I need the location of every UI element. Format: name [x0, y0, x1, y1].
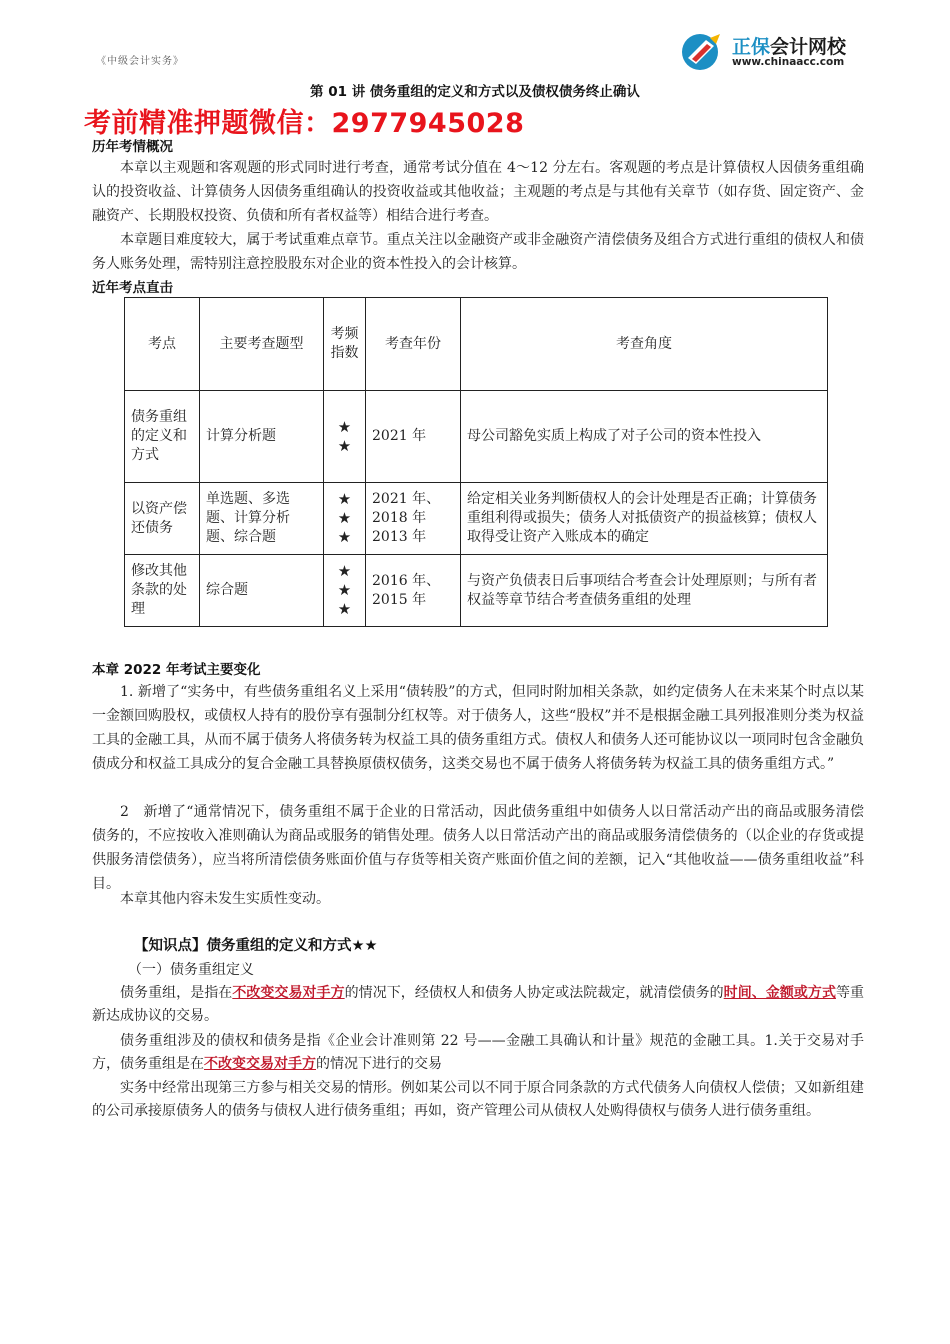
- brand-name-zb: 正保: [732, 36, 771, 58]
- cell-point: 债务重组的定义和方式: [125, 391, 200, 483]
- year-line: 2021 年: [372, 428, 427, 444]
- changes-paragraph-1: 1. 新增了“实务中，有些债务重组名义上采用“债转股”的方式，但同时附加相关条款，如约定债务人在未来某个时点以某一金额回购股权，或债权人持有的股份享有强制分红权等。对于债务人，这些“股权”并不是根据金融工具列报准则分类为权益工具的金融工具，从而不属于债务人将债务转为权益工具的债务重组方式。债权人和债务人还可能协议以一项同时包含金融负债成分和权益工具成分的复合金融工具替换原债权债务，这类交易也不属于债务人将债务转为权益工具的债务重组方式。”: [92, 684, 864, 772]
- brand-name-rest: 会计网校: [770, 36, 847, 58]
- cell-angle: 给定相关业务判断债权人的会计处理是否正确；计算债务重组利得或损失；债务人对抵债资产的损益核算；债权人取得受让资产入账成本的确定: [461, 483, 828, 555]
- header-cell-frequency: 考频指数: [324, 298, 366, 391]
- brand-url: www.chinaacc.com: [732, 56, 845, 68]
- header-cell-year: 考查年份: [366, 298, 461, 391]
- cell-type: 单选题、多选题、计算分析题、综合题: [200, 483, 324, 555]
- cell-year: [366, 391, 461, 483]
- cell-angle: 与资产负债表日后事项结合考查会计处理原则；与所有者权益等章节结合考查债务重组的处理: [461, 555, 828, 627]
- cell-stars: [324, 483, 366, 555]
- star-icon: ★: [337, 528, 352, 546]
- table-header-row: [125, 298, 828, 391]
- exam-points-table: [124, 297, 828, 627]
- instrument-text-b: 的情况下进行的交易: [316, 1056, 442, 1072]
- highlight-no-change-counterparty: 不改变交易对手方: [232, 985, 345, 1001]
- knowledge-subheading: （一）债务重组定义: [128, 962, 254, 978]
- cell-angle: 母公司豁免实质上构成了对子公司的资本性投入: [461, 391, 828, 483]
- cell-type: 计算分析题: [200, 391, 324, 483]
- overview-paragraph-2: 本章题目难度较大，属于考试重难点章节。重点关注以金融资产或非金融资产清偿债务及组合方式进行重组的债权人和债务人账务处理，需特别注意控股股东对企业的资本性投入的会计核算。: [92, 232, 864, 272]
- cell-type: 综合题: [200, 555, 324, 627]
- changes-paragraph-3: 本章其他内容未发生实质性变动。: [120, 891, 330, 907]
- table-row: [125, 391, 828, 483]
- header-cell-point: 考点: [125, 298, 200, 391]
- third-party-paragraph: 实务中经常出现第三方参与相关交易的情形。例如某公司以不同于原合同条款的方式代债务人向债权人偿债；又如新组建的公司承接原债务人的债务与债权人进行债务重组；再如，资产管理公司从债权人处购得债权与债务人进行债务重组。: [92, 1080, 864, 1119]
- definition-text-c: 等重新达成协议的交易。: [92, 985, 865, 1024]
- changes-heading: 本章 2022 年考试主要变化: [92, 662, 261, 678]
- cell-year: [366, 483, 461, 555]
- year-line: 2016 年、: [372, 572, 441, 589]
- instrument-text-a: 债务重组涉及的债权和债务是指《企业会计准则第 22 号——金融工具确认和计量》规范的金融工具。1.关于交易对手方，债务重组是在: [92, 1033, 864, 1072]
- star-icon: ★: [337, 417, 352, 436]
- overview-paragraph-1: 本章以主观题和客观题的形式同时进行考查，通常考试分值在 4～12 分左右。客观题的考点是计算债权人因债务重组确认的投资收益、计算债务人因债务重组确认的投资收益或其他收益；主观题的考点是与其他有关章节（如存货、固定资产、金融资产、长期股权投资、负债和所有者权益等）相结合进行考查。: [92, 160, 864, 224]
- lecture-title: 第 01 讲 债务重组的定义和方式以及债权债务终止确认: [310, 84, 640, 100]
- overview-heading: 历年考情概况: [92, 139, 173, 155]
- knowledge-point-title: 【知识点】债务重组的定义和方式★★: [134, 938, 378, 954]
- brand-logo-icon: [680, 32, 724, 72]
- definition-text-a: 债务重组，是指在: [120, 985, 233, 1001]
- star-icon: ★: [337, 581, 352, 599]
- header-cell-type: 主要考查题型: [200, 298, 324, 391]
- brand-name: [732, 32, 846, 59]
- table-heading: 近年考点直击: [92, 280, 173, 296]
- star-icon: ★: [337, 562, 352, 580]
- header-cell-angle: 考查角度: [461, 298, 828, 391]
- table-row: [125, 483, 828, 555]
- cell-point: 修改其他条款的处理: [125, 555, 200, 627]
- star-icon: ★: [337, 490, 352, 508]
- year-line: 2021 年、: [372, 491, 441, 507]
- highlight-time-amount-method: 时间、金额或方式: [723, 985, 836, 1001]
- brand-logo[interactable]: [680, 30, 870, 76]
- year-line: 2015 年: [372, 591, 427, 608]
- cell-stars: [324, 555, 366, 627]
- cell-stars: [324, 391, 366, 483]
- star-icon: ★: [337, 436, 352, 455]
- star-icon: ★: [337, 600, 352, 618]
- financial-instrument-paragraph: [92, 1030, 864, 1076]
- promo-banner: 考前精准押题微信：2977945028: [84, 108, 525, 139]
- definition-paragraph: [92, 982, 864, 1028]
- star-icon: ★: [337, 509, 352, 527]
- year-line: 2018 年: [372, 510, 427, 526]
- highlight-no-change-counterparty-2: 不改变交易对手方: [204, 1056, 316, 1072]
- table-row: [125, 555, 828, 627]
- year-line: 2013 年: [372, 529, 427, 545]
- definition-text-b: 的情况下，经债权人和债务人协定或法院裁定，就清偿债务的: [344, 985, 724, 1001]
- changes-paragraph-2: 2 新增了“通常情况下，债务重组不属于企业的日常活动，因此债务重组中如债务人以日常活动产出的商品或服务清偿债务的，不应按收入准则确认为商品或服务的销售处理。债务人以日常活动产出的商品或服务清偿债务的（以企业的存货或提供服务清偿债务），应当将所清偿债务账面价值与存货等相关资产账面价值之间的差额，记入“其他收益——债务重组收益”科目。: [92, 804, 864, 892]
- cell-year: [366, 555, 461, 627]
- cell-point: 以资产偿还债务: [125, 483, 200, 555]
- header-course-label: 《中级会计实务》: [96, 56, 184, 67]
